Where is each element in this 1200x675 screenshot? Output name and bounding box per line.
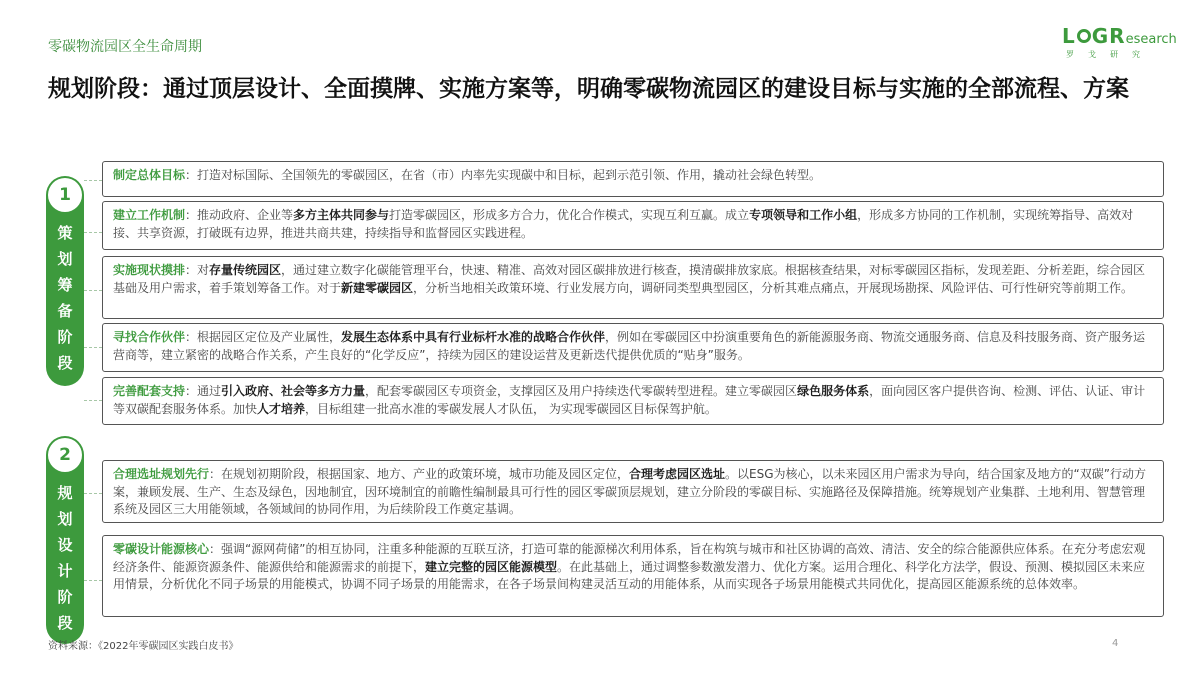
bold-phrase: 建立完整的园区能源模型 — [425, 559, 558, 574]
bold-phrase: 绿色服务体系 — [797, 384, 870, 398]
box-energy-design — [102, 535, 1164, 617]
stage-char: 段 — [57, 614, 73, 632]
source-note: 资料来源：《2022年零碳园区实践白皮书》 — [48, 641, 239, 652]
body-text: ，通过建立数字化碳能管理平台，快速、精准、高效对园区碳排放进行核查，摸清碳排放家底。根据核查结果，对标零碳园区指标，发现差距、分析差距，综合园区基础及用户需求，着手策划筹备工作。对于 — [113, 263, 1146, 295]
body-text: ：在规划初期阶段，根据国家、地方、产业的政策环境，城市功能及园区定位， — [209, 467, 630, 481]
body-text: ，例如在零碳园区中扮演重要角色的新能源服务商、物流交通服务商、信息及科技服务商、资产服务运营商等，建立紧密的战略合作关系，产生良好的“化学反应”，持续为园区的建设运营及更新迭代提供优质的“贴身”服务。 — [113, 330, 1146, 362]
stage-char: 备 — [57, 302, 73, 320]
box-site-planning — [102, 460, 1164, 523]
body-text: ，目标组建一批高水准的零碳发展人才队伍， 为实现零碳园区目标保驾护航。 — [305, 401, 717, 416]
connector-line — [84, 347, 102, 348]
body-text: ：根据园区定位及产业属性， — [185, 330, 342, 344]
stage-1-pill — [46, 176, 84, 386]
logo-wordmark: L GResearch — [1062, 24, 1177, 48]
box-partners — [102, 323, 1164, 372]
bold-phrase: 引入政府、社会等多方力量 — [221, 384, 366, 398]
stage-label — [46, 220, 84, 376]
connector-line — [84, 290, 102, 291]
stage-number: 1 — [48, 178, 82, 212]
box-keyword: 合理选址规划先行 — [113, 467, 210, 481]
connector-line — [84, 580, 102, 581]
body-text: ：强调“源网荷储”的相互协同，注重多种能源的互联互济，打造可靠的能源梯次利用体系，旨在构筑与城市和社区协调的高效、清洁、安全的综合能源供应体系。在充分考虑宏观经济条件、能源资源条件、能源供给和能源需求的前提下， — [113, 542, 1146, 574]
box-keyword: 完善配套支持 — [113, 384, 186, 398]
box-keyword: 制定总体目标 — [113, 168, 186, 182]
logo-chinese: 罗戈研究 — [1066, 50, 1154, 59]
bold-phrase: 合理考虑园区选址 — [629, 467, 726, 481]
body-text: ，形成多方协同的工作机制，实现统筹指导、高效对接、共享资源，打破既有边界，推进共商共建，持续指导和监督园区实践进程。 — [113, 208, 1134, 240]
stage-char: 阶 — [57, 588, 73, 606]
body-text: 。以ESG为核心，以未来园区用户需求为导向，结合国家及地方的“双碳”行动方案，兼顾发展、生产、生态及绿色，因地制宜，因环境制宜的前瞻性编制最具可行性的园区零碳顶层规划，建立分阶段的零碳目标、实施路径及保障措施。统筹规划产业集群、土地利用、智慧管理系统及园区三大用能领域，各领域间的协同作用，为后续阶段工作奠定基调。 — [113, 467, 1146, 516]
stage-char: 策 — [57, 224, 73, 242]
connector-line — [84, 232, 102, 233]
box-support — [102, 377, 1164, 425]
box-overall-goal — [102, 161, 1164, 197]
body-text: ，面向园区客户提供咨询、检测、评估、认证、审计等双碳配套服务体系。加快 — [113, 384, 1146, 416]
box-keyword: 寻找合作伙伴 — [113, 330, 186, 344]
stage-2-pill — [46, 436, 84, 644]
bold-phrase: 发展生态体系中具有行业标杆水准的战略合作伙伴 — [341, 330, 606, 344]
bold-phrase: 专项领导和工作小组 — [749, 208, 858, 222]
body-text: 打造零碳园区，形成多方合力，优化合作模式，实现互利互赢。成立 — [389, 208, 750, 222]
stage-char: 设 — [57, 536, 73, 554]
box-keyword: 建立工作机制 — [113, 208, 186, 222]
box-status-survey — [102, 256, 1164, 319]
body-text: ，分析当地相关政策环境、行业发展方向，调研同类型典型园区，分析其难点痛点，开展现场勘探、风险评估、可行性研究等前期工作。 — [413, 280, 1134, 295]
box-keyword: 零碳设计能源核心 — [113, 542, 210, 556]
stage-char: 计 — [57, 562, 73, 580]
bold-phrase: 新建零碳园区 — [341, 280, 414, 295]
stage-char: 段 — [57, 354, 73, 372]
box-work-mechanism — [102, 201, 1164, 250]
body-text: ：通过 — [185, 384, 222, 398]
body-text: ：推动政府、企业等 — [185, 208, 294, 222]
connector-line — [84, 400, 102, 401]
bold-phrase: 人才培养 — [257, 401, 306, 416]
stage-char: 阶 — [57, 328, 73, 346]
page-number: 4 — [1112, 638, 1119, 649]
connector-line — [84, 180, 102, 181]
connector-line — [84, 493, 102, 494]
stage-char: 划 — [57, 250, 73, 268]
page-title: 规划阶段：通过顶层设计、全面摸牌、实施方案等，明确零碳物流园区的建设目标与实施的全部流程、方案 — [48, 76, 1129, 102]
stage-char: 规 — [57, 484, 73, 502]
body-text: 。在此基础上，通过调整参数激发潜力、优化方案。运用合理化、科学化方法学，假设、预测、模拟园区未来应用情景，分析优化不同子场景的用能模式，协调不同子场景的用能需求，在各子场景间构建灵活互动的用能体系，从而实现各子场景用能模式共同优化，提高园区能源系统的总体效率。 — [113, 559, 1146, 591]
box-keyword: 实施现状摸排 — [113, 263, 186, 277]
stage-char: 划 — [57, 510, 73, 528]
stage-label — [46, 480, 84, 636]
body-text: ：对 — [185, 263, 210, 277]
subtitle: 零碳物流园区全生命周期 — [48, 39, 202, 55]
logo — [1062, 24, 1182, 64]
body-text: ：打造对标国际、全国领先的零碳园区，在省（市）内率先实现碳中和目标，起到示范引领、作用，撬动社会绿色转型。 — [185, 168, 822, 182]
bold-phrase: 多方主体共同参与 — [293, 208, 390, 222]
stage-char: 筹 — [57, 276, 73, 294]
body-text: ，配套零碳园区专项资金，支撑园区及用户持续迭代零碳转型进程。建立零碳园区 — [365, 384, 798, 398]
bold-phrase: 存量传统园区 — [209, 263, 282, 277]
stage-number: 2 — [48, 438, 82, 472]
